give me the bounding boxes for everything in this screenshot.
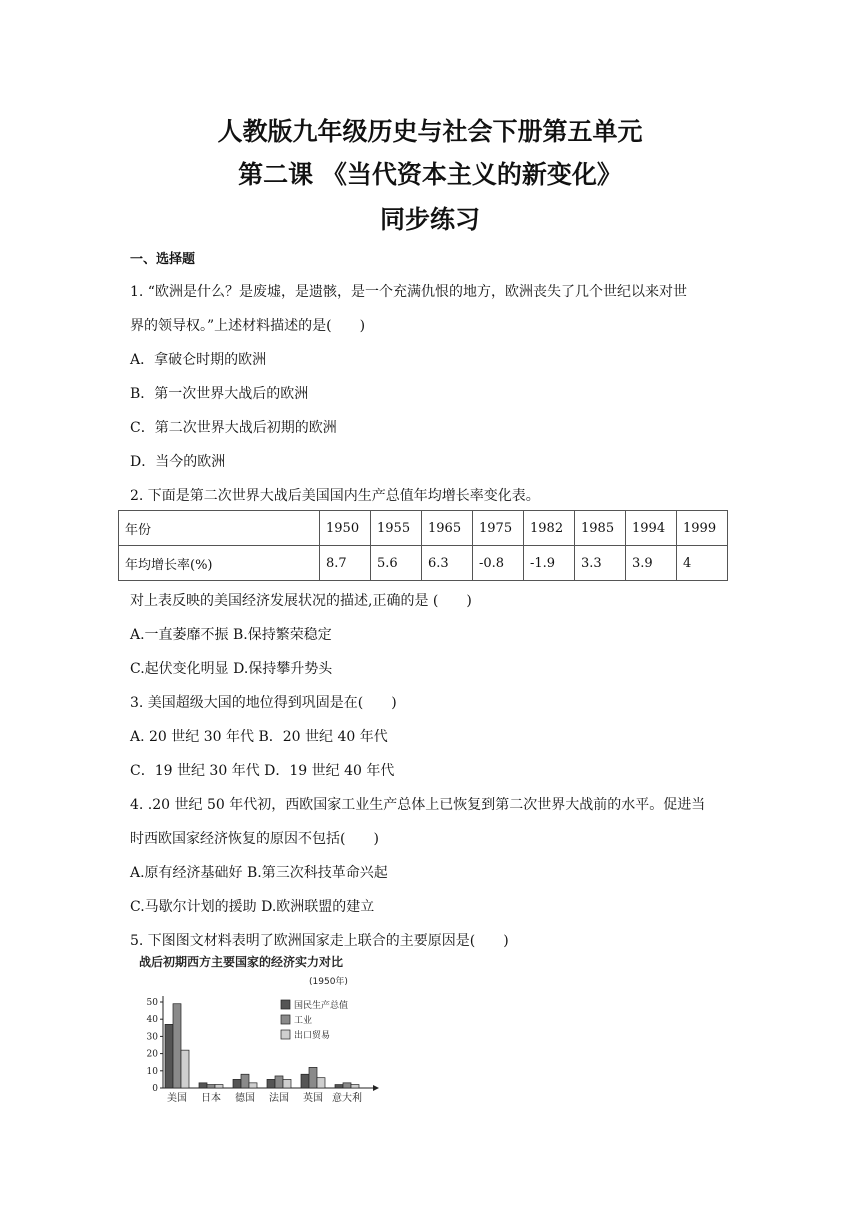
table-cell: 1975 [473,511,524,546]
q3-options-ab: A. 20 世纪 30 年代 B．20 世纪 40 年代 [130,729,388,745]
table-cell: 4 [677,546,728,581]
q4-stem-line2: 时西欧国家经济恢复的原因不包括( ) [130,831,379,847]
bar [207,1085,215,1088]
table-cell: 1999 [677,511,728,546]
legend-swatch [281,1015,290,1024]
bar [335,1085,343,1088]
q1-option-a: A．拿破仑时期的欧洲 [130,352,267,368]
doc-title-line3: 同步练习 [379,205,480,234]
table-cell: 1982 [524,511,575,546]
bar [249,1083,257,1088]
legend-label: 出口贸易 [294,1031,331,1041]
bar [309,1067,317,1088]
x-axis-arrow [373,1085,379,1091]
q1-stem-line1: 1. “欧洲是什么？是废墟，是遗骸，是一个充满仇恨的地方，欧洲丧失了几个世纪以来对世 [130,284,687,300]
gdp-growth-table [118,510,728,581]
table-cell: 3.3 [575,546,626,581]
table-cell: 1994 [626,511,677,546]
bar [233,1079,241,1088]
legend-label: 国民生产总值 [294,1001,349,1011]
y-tick-label: 50 [146,998,158,1008]
table-cell: -0.8 [473,546,524,581]
chart-subtitle: (1950年) [309,977,348,987]
bar [165,1024,173,1088]
bar [343,1083,351,1088]
x-tick-label: 意大利 [332,1093,362,1104]
q1-option-d: D．当今的欧洲 [130,454,226,470]
table-cell: -1.9 [524,546,575,581]
bar [267,1079,275,1088]
doc-title-line1: 人教版九年级历史与社会下册第五单元 [217,117,643,146]
q1-stem-line2: 界的领导权。”上述材料描述的是( ) [130,318,366,334]
x-tick-label: 日本 [201,1093,221,1104]
legend-label: 工业 [294,1016,313,1026]
q2-options-ab: A.一直萎靡不振 B.保持繁荣稳定 [130,627,332,643]
table-cell: 1950 [320,511,371,546]
q4-options-cd: C.马歇尔计划的援助 D.欧洲联盟的建立 [130,899,375,915]
table-cell: 8.7 [320,546,371,581]
table-row-years [119,511,728,546]
bar [241,1074,249,1088]
bar [275,1076,283,1088]
economic-strength-chart [133,950,393,1110]
q5-stem: 5. 下图图文材料表明了欧洲国家走上联合的主要原因是( ) [130,933,509,949]
bar [181,1050,189,1088]
legend-swatch [281,1030,290,1039]
table-header-year: 年份 [119,511,320,546]
q3-stem: 3. 美国超级大国的地位得到巩固是在( ) [130,695,397,711]
chart-title: 战后初期西方主要国家的经济实力对比 [139,955,344,969]
bar [283,1079,291,1088]
bar [301,1074,309,1088]
table-cell: 5.6 [371,546,422,581]
q2-options-cd: C.起伏变化明显 D.保持攀升势头 [130,661,333,677]
table-cell: 1955 [371,511,422,546]
x-tick-label: 法国 [269,1093,289,1104]
q3-options-cd: C．19 世纪 30 年代 D．19 世纪 40 年代 [130,763,395,779]
bar [173,1004,181,1088]
bar [199,1083,207,1088]
bar [351,1085,359,1088]
legend-swatch [281,1000,290,1009]
x-tick-label: 英国 [303,1093,323,1104]
q2-question: 对上表反映的美国经济发展状况的描述,正确的是 ( ) [130,593,472,609]
table-header-rate: 年均增长率(%) [119,546,320,581]
y-tick-label: 10 [146,1066,158,1077]
q4-options-ab: A.原有经济基础好 B.第三次科技革命兴起 [130,865,388,881]
bar [215,1085,223,1088]
y-tick-label: 20 [146,1049,158,1060]
table-cell: 1965 [422,511,473,546]
q4-stem-line1: 4. .20 世纪 50 年代初，西欧国家工业生产总体上已恢复到第二次世界大战前的水平。促进当 [130,797,706,813]
x-tick-label: 美国 [167,1093,187,1104]
y-tick-label: 40 [146,1015,158,1026]
bar [317,1078,325,1088]
table-cell: 3.9 [626,546,677,581]
y-tick-label: 30 [146,1032,158,1043]
q1-option-c: C．第二次世界大战后初期的欧洲 [130,420,337,436]
q2-stem: 2. 下面是第二次世界大战后美国国内生产总值年均增长率变化表。 [130,488,540,504]
table-row-rates [119,546,728,581]
q1-option-b: B．第一次世界大战后的欧洲 [130,386,309,402]
y-tick-label: 0 [152,1084,158,1094]
table-cell: 6.3 [422,546,473,581]
x-tick-label: 德国 [235,1093,255,1104]
section-heading: 一、选择题 [130,252,196,267]
doc-title-line2: 第二课 《当代资本主义的新变化》 [238,160,622,189]
table-cell: 1985 [575,511,626,546]
